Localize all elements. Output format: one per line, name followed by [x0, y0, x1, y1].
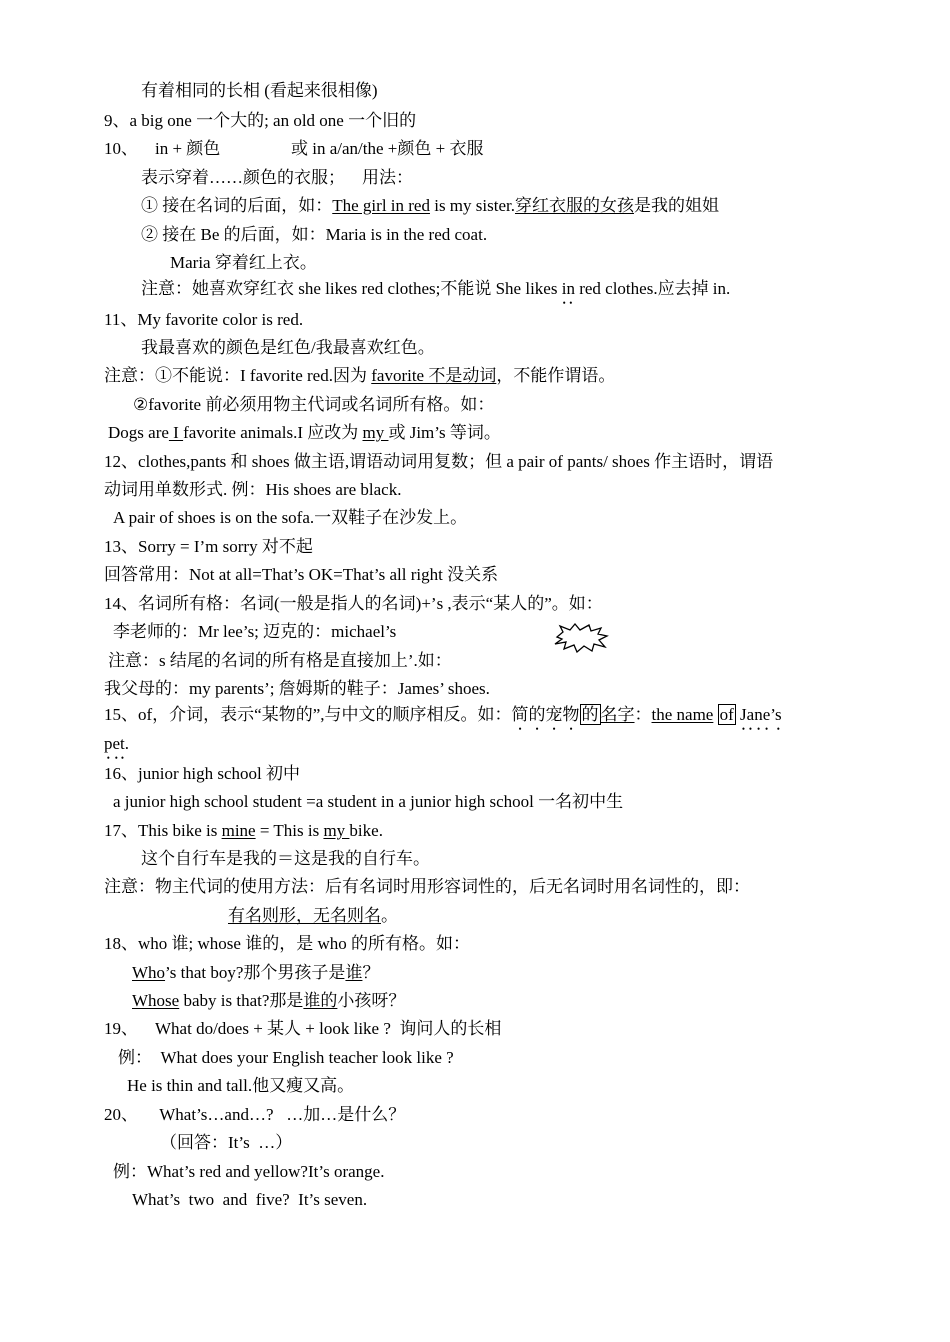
underlined-phrase: the name: [651, 705, 714, 724]
text-line: He is thin and tall.他又瘦又高。: [127, 1076, 355, 1095]
text-line: Maria 穿着红上衣。: [170, 253, 317, 272]
text-line: 14、名词所有格：名词(一般是指人的名词)+’s ,表示“某人的”。如：: [104, 594, 603, 613]
text-line: 我父母的：my parents’; 詹姆斯的鞋子：James’ shoes.: [104, 679, 490, 698]
text-line: 回答常用：Not at all=That’s OK=That’s all right 没关系: [104, 565, 499, 584]
text-line: [118, 1047, 454, 1069]
emphasized-word: Jane’s: [740, 705, 782, 724]
boxed-word: of: [719, 705, 734, 724]
text-span: What’s two and five? It’s seven.: [132, 1190, 368, 1209]
text-line: [141, 195, 719, 217]
emphasized-phrase: 简的宠物: [511, 705, 580, 724]
underlined-phrase: I: [168, 423, 184, 442]
text-span: baby is that?那是: [179, 991, 304, 1010]
text-span: favorite animals.I 应改为: [183, 423, 363, 442]
underlined-phrase: my: [362, 423, 389, 442]
text-line: [141, 278, 730, 308]
text-span: 表示穿着……颜色的衣服； 用法：: [141, 168, 413, 187]
text-line: 或 in a/an/the +颜色 + 衣服: [291, 139, 484, 158]
text-line: [104, 820, 383, 842]
text-span: 注意：①不能说：I favorite red.因为: [104, 366, 372, 385]
text-line: 例：What’s red and yellow?It’s orange.: [113, 1162, 385, 1181]
text-span: 。: [381, 906, 398, 925]
underlined-phrase: 名字: [600, 705, 635, 724]
text-line: [104, 138, 220, 160]
text-line: 动词用单数形式. 例：His shoes are black.: [104, 480, 402, 499]
text-span: bike.: [349, 821, 383, 840]
text-span: ：: [634, 705, 652, 724]
underlined-phrase: 谁的: [303, 991, 338, 1010]
text-line: 注意：s 结尾的名词的所有格是直接加上’.如：: [108, 651, 452, 670]
text-line: [104, 1104, 405, 1126]
text-span: 10、 in + 颜色: [104, 139, 221, 158]
text-line: 18、who 谁; whose 谁的，是 who 的所有格。如：: [104, 934, 470, 953]
text-span: （回答：It’s …）: [160, 1133, 293, 1152]
text-line: [108, 422, 501, 444]
starburst-icon: [553, 623, 609, 653]
text-line: ② 接在 Be 的后面，如：Maria is in the red coat.: [141, 225, 488, 244]
underlined-phrase: Who: [132, 963, 166, 982]
text-line: 我最喜欢的颜色是红色/我最喜欢红色。: [141, 338, 435, 357]
text-span: 是我的姐姐: [633, 196, 719, 215]
text-span: 或 Jim’s 等词。: [388, 423, 501, 442]
text-line: A pair of shoes is on the sofa.一双鞋子在沙发上。: [113, 508, 468, 527]
text-span: 17、This bike is: [104, 821, 222, 840]
text-span: Dogs are: [108, 423, 169, 442]
text-line: 11、My favorite color is red.: [104, 310, 304, 329]
text-line: [132, 1189, 367, 1211]
text-line: 这个自行车是我的＝这是我的自行车。: [141, 849, 430, 868]
text-span: 19、 What do/does + 某人 + look like ? 询问人的长相: [104, 1019, 502, 1038]
underlined-phrase: favorite 不是动词: [371, 366, 497, 385]
underlined-phrase: 有名则形，无名则名: [228, 906, 381, 925]
underlined-phrase: 穿红衣服的女孩: [514, 196, 634, 215]
text-line: [104, 733, 129, 763]
text-line: [160, 1132, 292, 1154]
underlined-phrase: The girl in red: [332, 196, 430, 215]
text-line: [141, 167, 413, 189]
underlined-phrase: 谁: [345, 963, 363, 982]
text-line: [104, 704, 782, 734]
text-line: [132, 962, 379, 984]
text-line: [104, 1018, 501, 1040]
underlined-phrase: Whose: [132, 991, 180, 1010]
text-span: 例： What does your English teacher look like ?: [118, 1048, 454, 1067]
text-line: a junior high school student =a student in a junior high school 一名初中生: [113, 792, 624, 811]
text-line: 13、Sorry = I’m sorry 对不起: [104, 537, 313, 556]
text-span: red clothes.应去掉 in.: [574, 279, 731, 298]
emphasized-word: pet.: [104, 734, 130, 753]
text-line: 注意：物主代词的使用方法：后有名词时用形容词性的，后无名词时用名词性的，即：: [104, 877, 750, 896]
text-span: = This is: [255, 821, 324, 840]
text-line: 9、a big one 一个大的; an old one 一个旧的: [104, 111, 417, 130]
text-span: 小孩呀？: [337, 991, 406, 1010]
emphasized-word: in: [561, 279, 575, 298]
text-line: 16、junior high school 初中: [104, 764, 300, 783]
text-line: [228, 905, 398, 927]
text-span: ，不能作谓语。: [496, 366, 616, 385]
text-line: 李老师的：Mr lee’s; 迈克的：michael’s: [113, 622, 397, 641]
text-span: ① 接在名词的后面，如：: [141, 196, 333, 215]
text-line: [132, 990, 405, 1012]
underlined-phrase: mine: [221, 821, 256, 840]
text-span: 20、 What’s…and…? …加…是什么？: [104, 1105, 406, 1124]
underlined-phrase: my: [323, 821, 350, 840]
text-span: 15、of，介词，表示“某物的”,与中文的顺序相反。如：: [104, 705, 512, 724]
text-span: [713, 705, 717, 724]
text-line: ②favorite 前必须用物主代词或名词所有格。如：: [133, 395, 495, 414]
text-line: 12、clothes,pants 和 shoes 做主语,谓语动词用复数；但 a pair of pants/ shoes 作主语时，谓语: [104, 452, 774, 471]
text-line: [104, 365, 615, 387]
text-span: ’s that boy?那个男孩子是: [165, 963, 346, 982]
text-line: 有着相同的长相 (看起来很相像): [141, 81, 378, 100]
boxed-word: 的: [581, 705, 599, 724]
text-span: is my sister.: [429, 196, 515, 215]
text-span: ？: [362, 963, 380, 982]
text-span: 注意：她喜欢穿红衣 she likes red clothes;不能说 She likes: [141, 279, 562, 298]
